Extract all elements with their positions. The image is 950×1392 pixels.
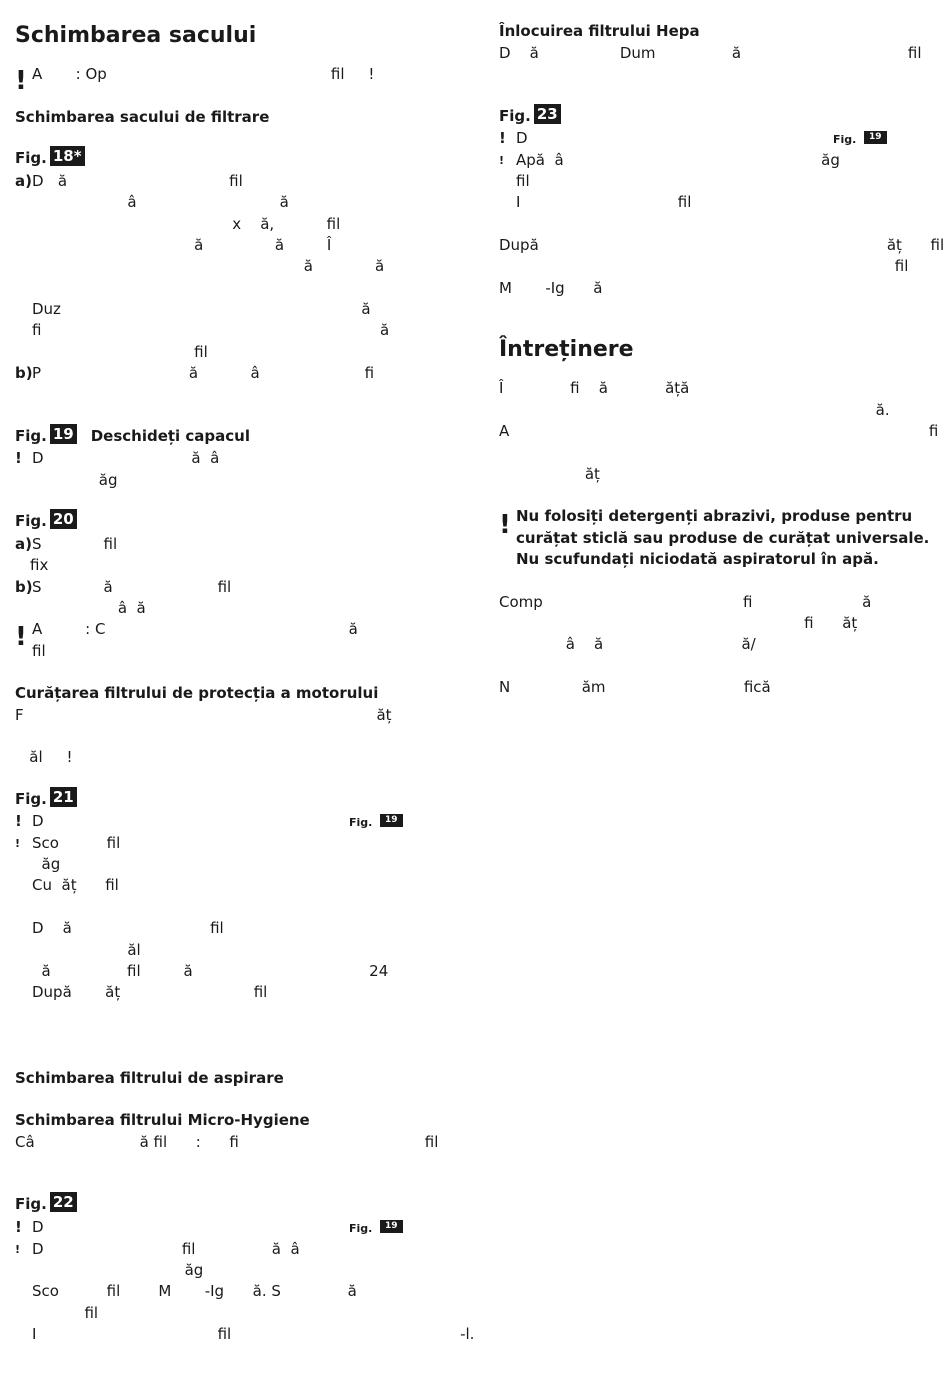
- fig-20-b-label: b): [15, 578, 33, 596]
- fig-22-line-4: Sco fil M -Ig ă. S ă: [32, 1282, 357, 1300]
- heading-hepa-filter: Înlocuirea filtrului Hepa: [499, 22, 700, 40]
- fig-20-warning-line-1: A : C ă: [32, 620, 358, 638]
- exclamation-icon: !: [15, 837, 21, 850]
- motor-line-1: F ăț: [15, 706, 392, 724]
- step-a-line-2: â ă: [32, 193, 289, 211]
- maint-line-1: Î fi ă ăță: [499, 379, 690, 397]
- fig-23-side-ref: Fig.: [833, 133, 857, 146]
- fig-22-line-3: ăg: [32, 1261, 204, 1279]
- fig-19-title: Deschideți capacul: [90, 427, 250, 445]
- comp-line-3: â ă ă/: [499, 635, 756, 653]
- fig-23-line-4: I fil: [516, 193, 692, 211]
- fig-23-side-ref-badge: 19: [864, 131, 887, 144]
- after-line-2: fil: [499, 257, 909, 275]
- hepa-line: D ă Dum ă fil: [499, 44, 922, 62]
- fig-21-badge: 21: [50, 787, 77, 807]
- exclamation-icon: !: [15, 1243, 21, 1256]
- step-a-line-8: fi ă: [32, 321, 390, 339]
- fig-23-line-2: Apă â ăg: [516, 151, 840, 169]
- fig-20-a-line-1: S fil: [32, 535, 118, 553]
- maint-line-5: ăț: [499, 465, 600, 483]
- fig-20-b-line-2: â ă: [32, 599, 146, 617]
- step-b-label: b): [15, 364, 33, 382]
- fig-21-side-ref: Fig.: [349, 816, 373, 829]
- fig-21-line-4: Cu ăț fil: [32, 876, 119, 894]
- fig-23-line-3: fil: [516, 172, 530, 190]
- step-a-line-9: fil: [32, 343, 208, 361]
- fig-22-reference: Fig. 22: [15, 1192, 77, 1215]
- warning-text: A : Op fil !: [32, 65, 375, 83]
- step-a-line-7: Duz ă: [32, 300, 371, 318]
- n-line: N ăm fică: [499, 678, 771, 696]
- heading-motor-filter: Curățarea filtrului de protecția a motorului: [15, 684, 379, 702]
- step-a-line-4: ă ă Î: [32, 236, 332, 254]
- fig-20-b-line-1: S ă fil: [32, 578, 232, 596]
- step-a-line-1: D ă fil: [32, 172, 243, 190]
- fig-20-warning-line-2: fil: [32, 642, 46, 660]
- fig-19-badge: 19: [50, 424, 77, 444]
- step-a-line-3: x ă, fil: [32, 215, 341, 233]
- fig-22-line-6: I fil -l.: [32, 1325, 475, 1343]
- bold-warning-line-3: Nu scufundați niciodată aspiratorul în apă.: [516, 550, 879, 568]
- fig-18-reference: Fig. 18*: [15, 146, 85, 169]
- after-line-3: M -Ig ă: [499, 279, 603, 297]
- bold-warning-line-2: curățat sticlă sau produse de curățat universale.: [516, 529, 930, 547]
- fig-21-line-9: După ăț fil: [32, 983, 268, 1001]
- exclamation-icon: !: [15, 1218, 22, 1236]
- fig-20-reference: Fig. 20: [15, 509, 77, 532]
- fig-22-badge: 22: [50, 1192, 77, 1212]
- motor-line-2: ăl !: [15, 748, 73, 766]
- fig-23-line-1: D: [516, 129, 528, 147]
- page-title-bag-change: Schimbarea sacului: [15, 23, 257, 48]
- fig-21-line-2: Sco fil: [32, 834, 121, 852]
- fig-20-a-line-2: fix: [30, 556, 49, 574]
- fig-22-side-ref: Fig.: [349, 1222, 373, 1235]
- maint-line-3: A fi: [499, 422, 939, 440]
- comp-line-2: fi ăț: [499, 614, 858, 632]
- heading-suction-filter: Schimbarea filtrului de aspirare: [15, 1069, 284, 1087]
- fig-19-line-2: ăg: [32, 471, 118, 489]
- fig-21-side-ref-badge: 19: [380, 814, 403, 827]
- fig-23-badge: 23: [534, 104, 561, 124]
- warning-icon: !: [15, 66, 27, 96]
- page-title-maintenance: Întreținere: [499, 337, 634, 362]
- heading-micro-hygiene: Schimbarea filtrului Micro-Hygiene: [15, 1111, 310, 1129]
- step-a-label: a): [15, 172, 32, 190]
- fig-21-line-8: ă fil ă 24: [32, 962, 389, 980]
- exclamation-icon: !: [15, 812, 22, 830]
- fig-18-badge: 18*: [50, 146, 85, 166]
- fig-22-side-ref-badge: 19: [380, 1220, 403, 1233]
- exclamation-icon: !: [499, 129, 506, 147]
- heading-filter-bag: Schimbarea sacului de filtrare: [15, 108, 270, 126]
- micro-line: Câ ă fil : fi fil: [15, 1133, 439, 1151]
- maint-line-2: ă.: [499, 401, 890, 419]
- fig-22-line-1: D: [32, 1218, 44, 1236]
- fig-21-reference: Fig. 21: [15, 787, 77, 810]
- exclamation-icon: !: [499, 154, 505, 167]
- fig-19-line-1: D ă â: [32, 449, 220, 467]
- fig-21-line-3: ăg: [32, 855, 61, 873]
- warning-icon: !: [499, 510, 511, 540]
- warning-icon: !: [15, 622, 27, 652]
- fig-20-a-label: a): [15, 535, 32, 553]
- after-line-1: După ăț fil: [499, 236, 945, 254]
- fig-21-line-6: D ă fil: [32, 919, 224, 937]
- comp-line-1: Comp fi ă: [499, 593, 872, 611]
- bold-warning-line-1: Nu folosiți detergenți abrazivi, produse pentru: [516, 507, 913, 525]
- fig-21-line-7: ăl: [32, 941, 141, 959]
- fig-22-line-2: D fil ă â: [32, 1240, 300, 1258]
- fig-22-line-5: fil: [32, 1304, 99, 1322]
- step-a-line-5: ă ă: [32, 257, 385, 275]
- exclamation-icon: !: [15, 449, 22, 467]
- fig-20-badge: 20: [50, 509, 77, 529]
- fig-19-reference: Fig. 19 Deschideți capacul: [15, 425, 250, 445]
- fig-21-line-1: D: [32, 812, 44, 830]
- step-b-line: P ă â fi: [32, 364, 375, 382]
- fig-23-reference: Fig. 23: [499, 104, 561, 127]
